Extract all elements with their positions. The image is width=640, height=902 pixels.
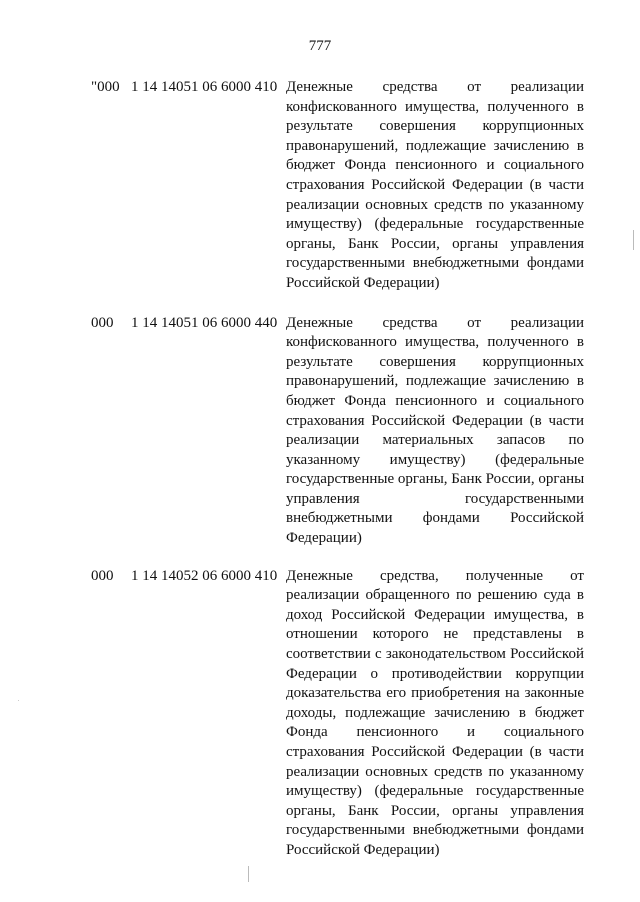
description-line: результате совершения коррупционных: [286, 118, 584, 135]
description-line: Федерации о противодействии коррупции: [286, 665, 584, 682]
description-line: реализации основных средств по указанному: [286, 196, 584, 213]
description-line: доказательства его приобретения на законные: [286, 685, 584, 702]
kbk-code: 1 14 14051 06 6000 440: [131, 314, 278, 331]
kbk-code: 1 14 14051 06 6000 410: [131, 79, 278, 95]
description-line: государственными внебюджетными фондами: [286, 255, 584, 272]
description-line: Денежные средства, полученные от: [286, 567, 584, 584]
description-line: Российской Федерации): [286, 274, 440, 291]
description-line: результате совершения коррупционных: [286, 353, 584, 370]
table-row: [91, 78, 599, 294]
description-line: Фонда пенсионного и социального: [286, 724, 584, 741]
income-description: [286, 314, 584, 549]
admin-code: 000: [91, 567, 114, 584]
description-line: реализации обращенного по решению суда в: [286, 587, 584, 604]
description-line: правонарушений, подлежащие зачислению в: [286, 373, 584, 390]
admin-code: "000: [91, 79, 120, 95]
description-line: внебюджетными фондами Российской: [286, 510, 584, 527]
description-line: имуществу) (федеральные государственные: [286, 216, 584, 233]
scan-artifact: [248, 866, 249, 882]
description-line: страхования Российской Федерации (в части: [286, 176, 584, 193]
description-line: имуществу) (федеральные государственные: [286, 783, 584, 800]
description-line: государственные органы, Банк России, органы: [286, 471, 585, 488]
description-line: Денежные средства от реализации: [286, 79, 584, 95]
description-line: страхования Российской Федерации (в части: [286, 744, 584, 760]
table-row: [91, 314, 599, 549]
description-line: государственными внебюджетными фондами: [286, 822, 584, 839]
scan-artifact: [633, 230, 634, 250]
description-line: страхования Российской Федерации (в части: [286, 412, 584, 429]
description-line: правонарушений, подлежащие зачислению в: [286, 137, 584, 154]
description-line: реализации материальных запасов по: [286, 432, 584, 449]
admin-code: 000: [91, 314, 114, 331]
description-line: бюджет Фонда пенсионного и социального: [286, 392, 584, 409]
description-line: управления государственными: [286, 490, 584, 507]
description-line: доход Российской Федерации имущества, в: [286, 606, 584, 623]
description-line: Федерации): [286, 530, 362, 547]
description-line: доходы, подлежащие зачислению в бюджет: [286, 704, 584, 721]
budget-code-table: [91, 78, 599, 881]
description-line: соответствии с законодательством Российской: [286, 646, 584, 663]
kbk-code: 1 14 14052 06 6000 410: [131, 567, 278, 584]
description-line: конфискованного имущества, полученного в: [286, 98, 584, 115]
income-description: [286, 567, 584, 861]
income-description: [286, 78, 584, 294]
description-line: указанному имуществу) (федеральные: [286, 451, 584, 468]
description-line: органы, Банк России, органы управления: [286, 235, 584, 252]
page-number: 777: [308, 38, 332, 54]
scan-artifact: [18, 700, 19, 701]
table-row: [91, 567, 599, 861]
description-line: Денежные средства от реализации: [286, 314, 584, 331]
description-line: Российской Федерации): [286, 841, 440, 858]
description-line: органы, Банк России, органы управления: [286, 802, 584, 819]
description-line: бюджет Фонда пенсионного и социального: [286, 157, 584, 174]
description-line: отношении которого не представлены в: [286, 626, 584, 643]
description-line: реализации основных средств по указанному: [286, 763, 584, 780]
description-line: конфискованного имущества, полученного в: [286, 334, 584, 351]
